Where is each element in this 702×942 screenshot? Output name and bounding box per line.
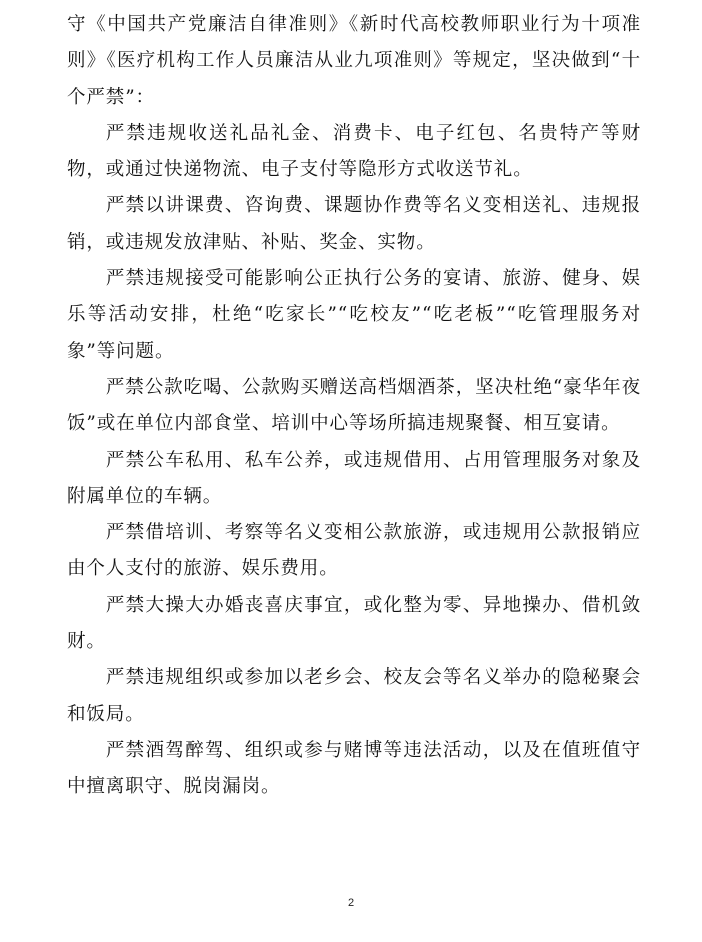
prohibition-paragraph-3: 严禁违规接受可能影响公正执行公务的宴请、旅游、健身、娱乐等活动安排，杜绝“吃家长”“吃校友”“吃老板”“吃管理服务对象”等问题。 [67,268,641,362]
intro-paragraph: 守《中国共产党廉洁自律准则》《新时代高校教师职业行为十项准则》《医疗机构工作人员廉洁从业九项准则》等规定，坚决做到“十个严禁”： [67,14,641,108]
prohibition-paragraph-4: 严禁公款吃喝、公款购买赠送高档烟酒茶，坚决杜绝“豪华年夜饭”或在单位内部食堂、培训中心等场所搞违规聚餐、相互宴请。 [67,376,641,435]
prohibition-paragraph-6: 严禁借培训、考察等名义变相公款旅游，或违规用公款报销应由个人支付的旅游、娱乐费用。 [67,522,641,580]
prohibition-paragraph-7: 严禁大操大办婚丧喜庆事宜，或化整为零、异地操办、借机敛财。 [67,594,641,653]
prohibition-paragraph-9: 严禁酒驾醉驾、组织或参与赌博等违法活动，以及在值班值守中擅离职守、脱岗漏岗。 [67,739,641,798]
prohibition-paragraph-2: 严禁以讲课费、咨询费、课题协作费等名义变相送礼、违规报销，或违规发放津贴、补贴、奖金、实物。 [67,195,641,253]
page-number: 2 [347,897,355,909]
prohibition-paragraph-8: 严禁违规组织或参加以老乡会、校友会等名义举办的隐秘聚会和饭局。 [67,667,641,725]
prohibition-paragraph-5: 严禁公车私用、私车公养，或违规借用、占用管理服务对象及附属单位的车辆。 [67,449,641,507]
prohibition-paragraph-1: 严禁违规收送礼品礼金、消费卡、电子红包、名贵特产等财物，或通过快递物流、电子支付等隐形方式收送节礼。 [67,122,641,181]
document-body [67,7,641,806]
